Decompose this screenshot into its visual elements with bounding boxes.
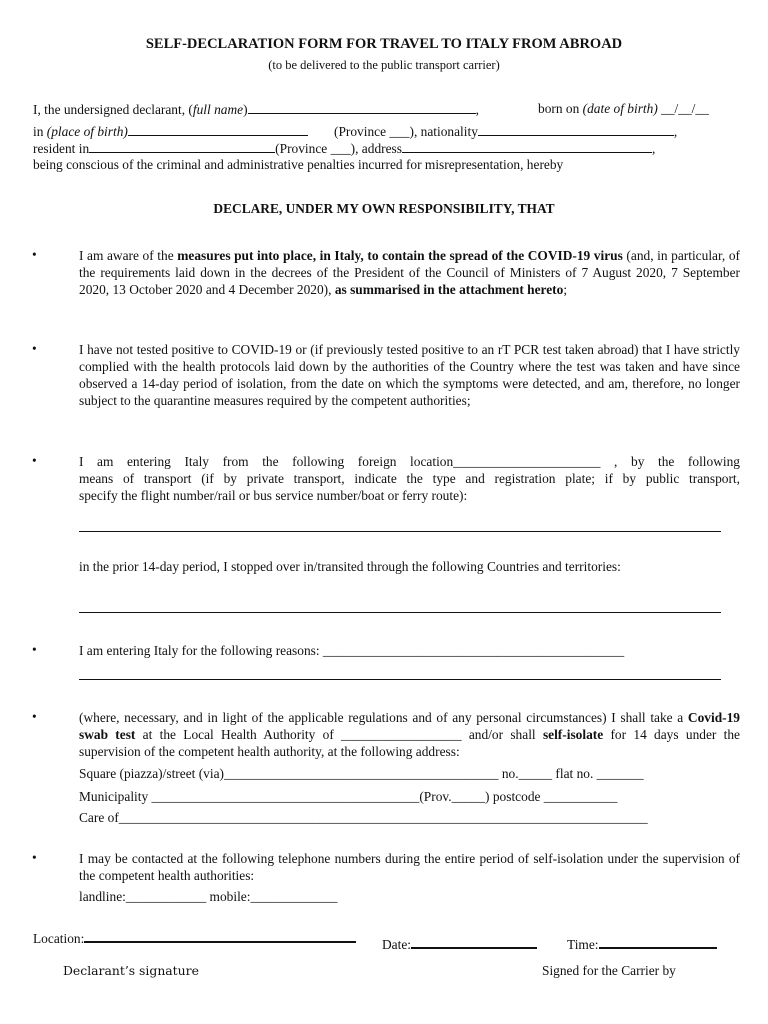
entry-location-line: I am entering Italy from the following foreign location______________________ , by the following (79, 454, 740, 469)
place-of-birth-field[interactable] (128, 122, 308, 136)
date-field[interactable] (411, 934, 537, 949)
date-of-birth-field[interactable]: __/__/__ (661, 101, 709, 116)
phone-numbers-line[interactable]: landline:____________ mobile:_____________ (79, 889, 338, 904)
stopover-countries-field[interactable] (79, 612, 721, 613)
declarant-signature-label: Declarant’s signature (63, 963, 199, 978)
bullet-5: • (32, 709, 37, 724)
bullet-3: • (32, 453, 37, 468)
street-address-line[interactable]: Square (piazza)/street (via)_________________________________________ no._____ flat no. _______ (79, 766, 644, 781)
location-field[interactable] (84, 928, 356, 943)
entry-reasons-text: I am entering Italy for the following reasons: _____________________________________________ (79, 643, 625, 658)
transport-line: means of transport (if by private transport, indicate the type and registration plate; if by public transport, (79, 471, 740, 486)
bullet-4: • (32, 642, 37, 657)
location-line: Location: (33, 928, 356, 947)
intro-line-1: I, the undersigned declarant, (full name) , (33, 102, 479, 117)
date-line: Date: (382, 934, 537, 953)
intro-line-3: resident in (Province ___), address , (33, 141, 656, 156)
bullet-2: • (32, 341, 37, 356)
nationality-field[interactable] (478, 122, 674, 136)
intro-dob: born on (date of birth) __/__/__ (538, 101, 709, 116)
carrier-signature-label: Signed for the Carrier by (542, 963, 676, 978)
declaration-covid-status: I have not tested positive to COVID-19 or (if previously tested positive to an rT PCR test taken abroad) that I have strictly complied with the health protocols laid down by the authorities of the Country where the test was taken and have since observed a 14-day period of isolation, from the date on which the symptoms were detected, and am, therefore, no longer subject to the quarantine measures required by the competent authorities; (79, 342, 740, 408)
intro-line-4: being conscious of the criminal and administrative penalties incurred for misrepresentation, hereby (33, 157, 564, 172)
intro-nationality: (Province ___), nationality , (334, 124, 678, 139)
time-field[interactable] (599, 934, 717, 949)
form-subtitle: (to be delivered to the public transport carrier) (268, 58, 500, 72)
self-isolation-text: (where, necessary, and in light of the applicable regulations and of any personal circumstances) I shall take a Covid-19 swab test at the Local Health Authority of __________________ and/or shall self-isolate for 14 days under the supervision of the competent health authority, at the following address: (79, 710, 741, 759)
residence-field[interactable] (89, 139, 275, 153)
stopover-text: in the prior 14-day period, I stopped over in/transited through the following Countries and territories: (79, 559, 621, 574)
form-title: SELF-DECLARATION FORM FOR TRAVEL TO ITALY FROM ABROAD (145, 36, 623, 52)
contact-text: I may be contacted at the following telephone numbers during the entire period of self-isolation under the supervision of the competent health authorities: (79, 851, 740, 883)
bullet-6: • (32, 850, 37, 865)
care-of-line[interactable]: Care of_______________________________________________________________________________ (79, 810, 648, 825)
time-line: Time: (567, 934, 717, 953)
municipality-line[interactable]: Municipality ________________________________________(Prov._____) postcode ___________ (79, 789, 618, 804)
declaration-awareness: I am aware of the measures put into place, in Italy, to contain the spread of the COVID-19 virus (and, in particular, of the requirements laid down in the decrees of the President of the Council of Ministers of 7 August 2020, 7 September 2020, 13 October 2020 and 4 December 2020), as summarised in the attachment hereto; (79, 248, 740, 297)
entry-reasons-field[interactable] (79, 679, 721, 680)
transport-spec-line: specify the flight number/rail or bus service number/boat or ferry route): (79, 488, 468, 503)
declare-heading: DECLARE, UNDER MY OWN RESPONSIBILITY, THAT (213, 201, 555, 216)
full-name-field[interactable] (248, 100, 476, 114)
address-field[interactable] (402, 139, 652, 153)
intro-line-2: in (place of birth) (33, 122, 308, 140)
bullet-1: • (32, 247, 37, 262)
transport-details-field[interactable] (79, 531, 721, 532)
